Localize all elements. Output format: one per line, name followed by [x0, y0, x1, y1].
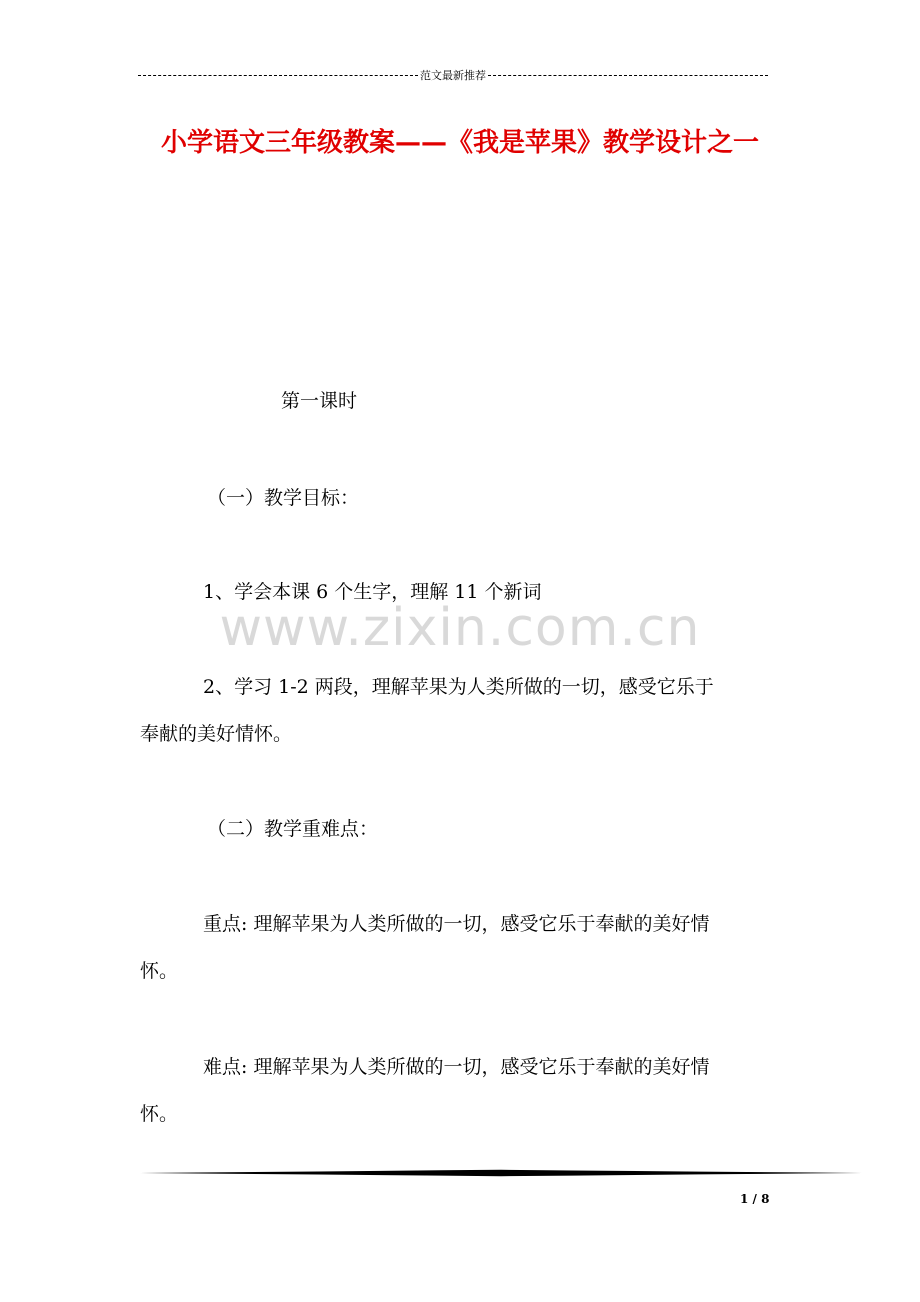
goal-2-line-1: 2、学习 1-2 两段，理解苹果为人类所做的一切，感受它乐于 [203, 676, 714, 698]
header-line [138, 68, 768, 82]
key-point [140, 901, 790, 995]
watermark: www.zixin.com.cn [219, 598, 701, 658]
header-text: 范文最新推荐 [420, 69, 486, 82]
key-point-line-2: 怀。 [140, 960, 179, 982]
goals-heading: （一）教学目标： [207, 487, 360, 509]
goal-1: 1、学会本课 6 个生字，理解 11 个新词 [203, 581, 542, 603]
header-dash-right [488, 75, 768, 76]
difficult-point [140, 1044, 790, 1138]
header-dash-left [138, 75, 418, 76]
footer-rule [140, 1168, 862, 1178]
difficult-point-line-2: 怀。 [140, 1103, 179, 1125]
goal-2 [140, 664, 790, 758]
page-number: 1 / 8 [740, 1192, 770, 1206]
document-title: 小学语文三年级教案——《我是苹果》教学设计之一 [160, 128, 759, 158]
goal-2-line-2: 奉献的美好情怀。 [140, 723, 293, 745]
lesson-label: 第一课时 [281, 390, 358, 412]
keypoints-heading: （二）教学重难点： [207, 818, 379, 840]
difficult-point-line-1: 难点: 理解苹果为人类所做的一切，感受它乐于奉献的美好情 [203, 1056, 710, 1078]
key-point-line-1: 重点: 理解苹果为人类所做的一切，感受它乐于奉献的美好情 [203, 913, 710, 935]
